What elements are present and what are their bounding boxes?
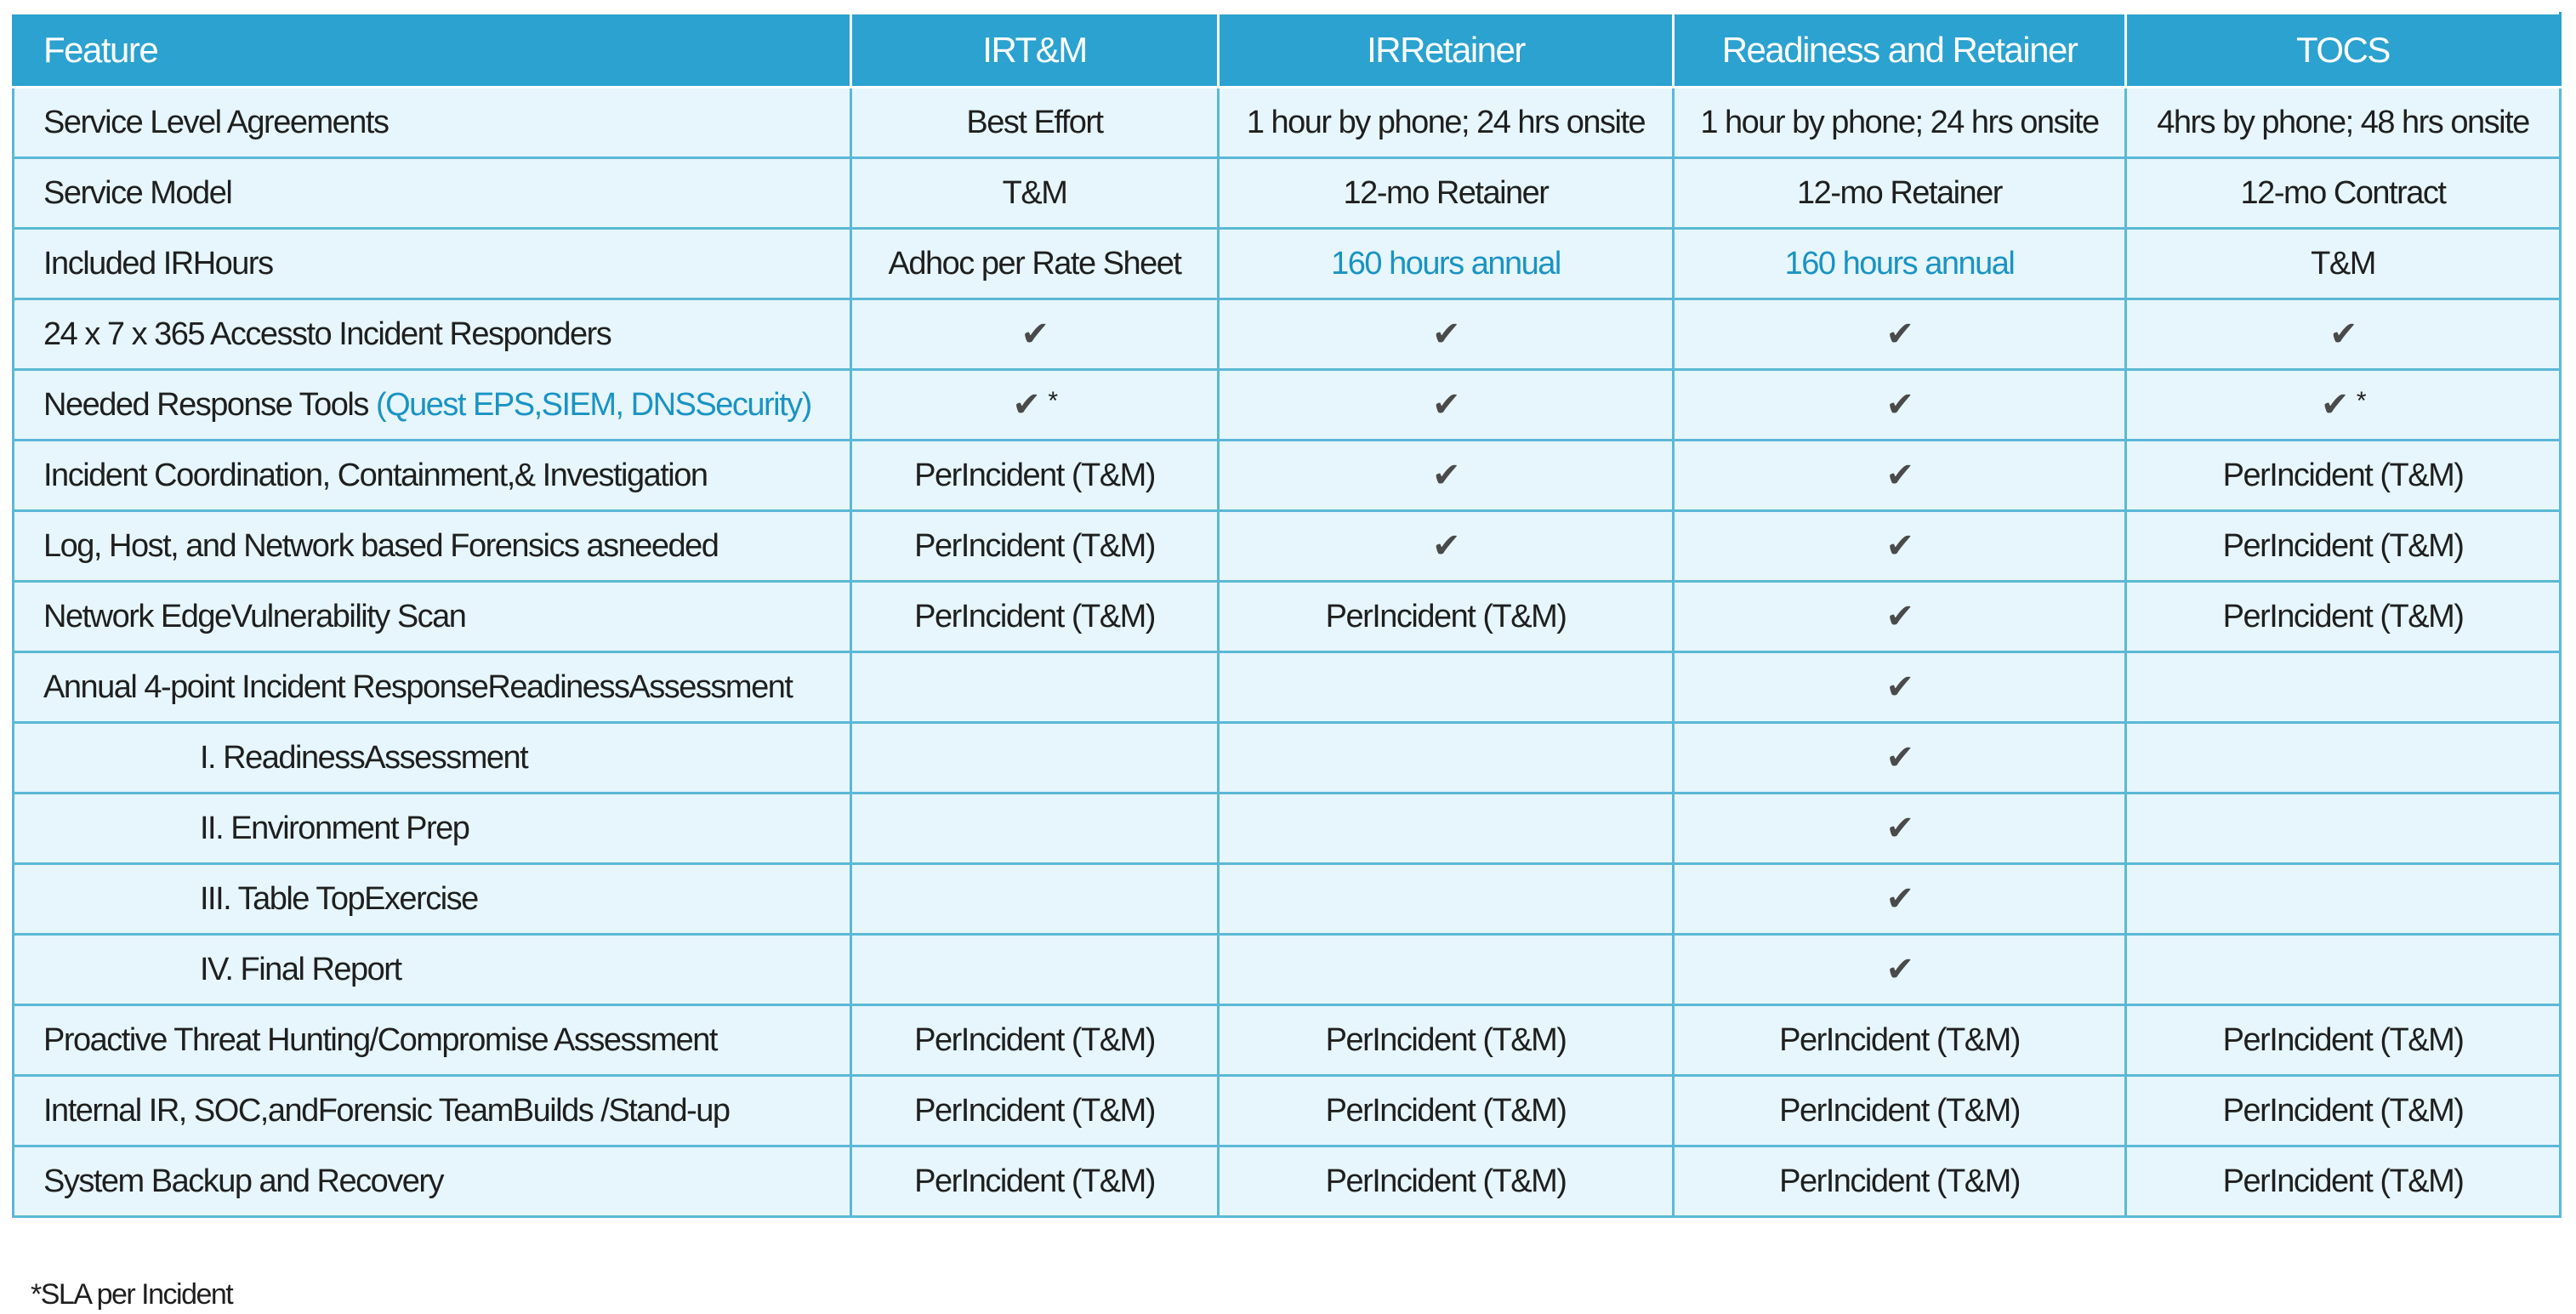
value-cell — [1219, 864, 1674, 935]
feature-cell: Annual 4-point Incident ResponseReadinessAssessment — [14, 652, 851, 723]
check-icon: ✔ — [1674, 511, 2126, 582]
value-cell: PerIncident (T&M) — [851, 582, 1219, 652]
value-cell: Adhoc per Rate Sheet — [851, 229, 1219, 299]
feature-cell: Service Level Agreements — [14, 88, 851, 158]
feature-subitem-cell: II. Environment Prep — [14, 794, 851, 864]
check-icon: ✔ — [1674, 652, 2126, 723]
value-cell: PerIncident (T&M) — [851, 511, 1219, 582]
value-cell — [851, 864, 1219, 935]
check-icon: ✔ — [2126, 299, 2561, 370]
feature-cell: System Backup and Recovery — [14, 1146, 851, 1217]
table-row — [14, 935, 2561, 1005]
table-row — [14, 88, 2561, 158]
check-icon: ✔ — [1674, 794, 2126, 864]
comparison-table-wrapper — [12, 12, 2559, 1218]
table-row — [14, 652, 2561, 723]
feature-subitem-cell: III. Table TopExercise — [14, 864, 851, 935]
check-icon: ✔ — [1219, 441, 1674, 511]
value-cell: PerIncident (T&M) — [851, 1005, 1219, 1076]
value-cell — [851, 370, 1219, 441]
table-row — [14, 582, 2561, 652]
check-icon: ✔ — [2320, 386, 2348, 424]
value-cell: T&M — [851, 158, 1219, 229]
value-cell — [851, 794, 1219, 864]
value-cell: PerIncident (T&M) — [1219, 1146, 1674, 1217]
check-icon: ✔ — [1219, 299, 1674, 370]
value-cell — [851, 652, 1219, 723]
table-row — [14, 299, 2561, 370]
asterisk-mark: * — [2356, 387, 2366, 415]
value-cell — [2126, 723, 2561, 794]
value-cell — [2126, 864, 2561, 935]
feature-label: Needed Response Tools — [43, 386, 368, 423]
asterisk-mark: * — [1048, 387, 1057, 415]
header-irtm: IRT&M — [851, 14, 1219, 88]
value-cell-highlight: 160 hours annual — [1219, 229, 1674, 299]
value-cell: PerIncident (T&M) — [1219, 1076, 1674, 1146]
header-tocs: TOCS — [2126, 14, 2561, 88]
value-cell: PerIncident (T&M) — [1674, 1146, 2126, 1217]
value-cell: PerIncident (T&M) — [2126, 1005, 2561, 1076]
value-cell — [2126, 370, 2561, 441]
value-cell: PerIncident (T&M) — [1219, 1005, 1674, 1076]
table-row — [14, 511, 2561, 582]
table-row — [14, 864, 2561, 935]
check-icon: ✔ — [1219, 511, 1674, 582]
feature-cell: Included IRHours — [14, 229, 851, 299]
header-irretainer: IRRetainer — [1219, 14, 1674, 88]
feature-cell: Internal IR, SOC,andForensic TeamBuilds /Stand-up — [14, 1076, 851, 1146]
value-cell: 12-mo Retainer — [1219, 158, 1674, 229]
value-cell: PerIncident (T&M) — [851, 441, 1219, 511]
feature-cell: Proactive Threat Hunting/Compromise Assessment — [14, 1005, 851, 1076]
value-cell: T&M — [2126, 229, 2561, 299]
table-row — [14, 1076, 2561, 1146]
feature-subitem-cell: I. ReadinessAssessment — [14, 723, 851, 794]
table-row — [14, 794, 2561, 864]
check-icon: ✔ — [1012, 386, 1040, 424]
table-row — [14, 229, 2561, 299]
value-cell: PerIncident (T&M) — [2126, 1146, 2561, 1217]
feature-note: (Quest EPS,SIEM, DNSSecurity) — [375, 386, 811, 423]
value-cell: 1 hour by phone; 24 hrs onsite — [1674, 88, 2126, 158]
table-row — [14, 158, 2561, 229]
check-icon: ✔ — [1219, 370, 1674, 441]
value-cell: PerIncident (T&M) — [1219, 582, 1674, 652]
value-cell: PerIncident (T&M) — [2126, 582, 2561, 652]
table-row — [14, 723, 2561, 794]
value-cell — [851, 935, 1219, 1005]
check-icon: ✔ — [1674, 299, 2126, 370]
value-cell: PerIncident (T&M) — [851, 1146, 1219, 1217]
table-row — [14, 370, 2561, 441]
table-row — [14, 441, 2561, 511]
value-cell — [1219, 794, 1674, 864]
value-cell: 4hrs by phone; 48 hrs onsite — [2126, 88, 2561, 158]
check-icon: ✔ — [1674, 582, 2126, 652]
value-cell — [2126, 935, 2561, 1005]
value-cell — [1219, 935, 1674, 1005]
feature-subitem-cell: IV. Final Report — [14, 935, 851, 1005]
value-cell: PerIncident (T&M) — [2126, 1076, 2561, 1146]
feature-cell: 24 x 7 x 365 Accessto Incident Responders — [14, 299, 851, 370]
value-cell-highlight: 160 hours annual — [1674, 229, 2126, 299]
footnote: *SLA per Incident — [31, 1278, 233, 1311]
table-row — [14, 1005, 2561, 1076]
value-cell — [2126, 794, 2561, 864]
value-cell: PerIncident (T&M) — [1674, 1005, 2126, 1076]
header-row — [14, 14, 2561, 88]
value-cell — [1219, 652, 1674, 723]
value-cell: PerIncident (T&M) — [851, 1076, 1219, 1146]
check-icon: ✔ — [1674, 723, 2126, 794]
value-cell: 1 hour by phone; 24 hrs onsite — [1219, 88, 1674, 158]
value-cell — [1219, 723, 1674, 794]
feature-cell: Log, Host, and Network based Forensics asneeded — [14, 511, 851, 582]
check-icon: ✔ — [851, 299, 1219, 370]
value-cell: 12-mo Contract — [2126, 158, 2561, 229]
value-cell: PerIncident (T&M) — [2126, 441, 2561, 511]
value-cell: Best Effort — [851, 88, 1219, 158]
check-icon: ✔ — [1674, 441, 2126, 511]
value-cell — [2126, 652, 2561, 723]
header-readiness-retainer: Readiness and Retainer — [1674, 14, 2126, 88]
service-comparison-table — [12, 12, 2562, 1218]
value-cell: 12-mo Retainer — [1674, 158, 2126, 229]
feature-cell: Network EdgeVulnerability Scan — [14, 582, 851, 652]
value-cell — [851, 723, 1219, 794]
table-row — [14, 1146, 2561, 1217]
check-icon: ✔ — [1674, 370, 2126, 441]
header-feature: Feature — [14, 14, 851, 88]
check-icon: ✔ — [1674, 864, 2126, 935]
check-icon: ✔ — [1674, 935, 2126, 1005]
feature-cell: Incident Coordination, Containment,& Investigation — [14, 441, 851, 511]
feature-cell: Service Model — [14, 158, 851, 229]
value-cell: PerIncident (T&M) — [1674, 1076, 2126, 1146]
value-cell: PerIncident (T&M) — [2126, 511, 2561, 582]
feature-cell — [14, 370, 851, 441]
